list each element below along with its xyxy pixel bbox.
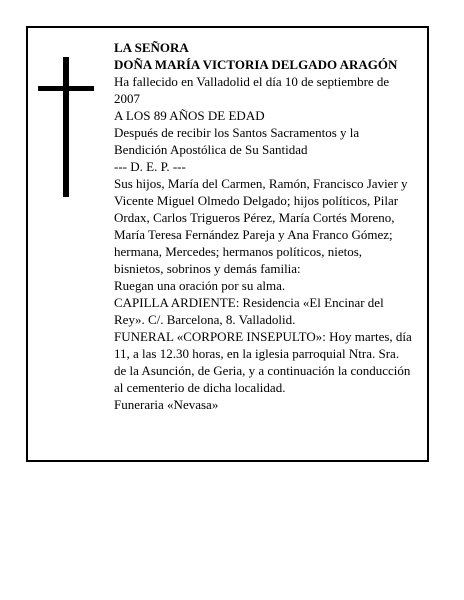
deceased-name: DOÑA MARÍA VICTORIA DELGADO ARAGÓN: [114, 57, 398, 72]
prayer-line: Ruegan una oración por su alma.: [114, 278, 286, 293]
death-statement: Ha fallecido en Valladolid el día 10 de septiembre de 2007: [114, 74, 390, 106]
cross-horizontal-bar: [38, 86, 94, 91]
rip-line: --- D. E. P. ---: [114, 159, 186, 174]
cross-vertical-bar: [63, 57, 69, 197]
sacraments-line: Después de recibir los Santos Sacramentos y la Bendición Apostólica de Su Santidad: [114, 125, 360, 157]
funeral-paragraph: FUNERAL «CORPORE INSEPULTO»: Hoy martes, día 11, a las 12.30 horas, en la iglesia parroquial Ntra. Sra. de la Asunción, de Geria, y a continuación la conducción al cementerio de dicha localidad.: [114, 329, 412, 395]
age-line: A LOS 89 AÑOS DE EDAD: [114, 108, 265, 123]
cross-icon: [38, 57, 94, 197]
title-line: LA SEÑORA: [114, 40, 189, 55]
family-paragraph: Sus hijos, María del Carmen, Ramón, Francisco Javier y Vicente Miguel Olmedo Delgado; hijos políticos, Pilar Ordax, Carlos Trigueros Pérez, María Cortés Moreno, María Teresa Fernández Pareja y Ana Franco Gómez; hermana, Mercedes; hermanos políticos, nietos, bisnietos, sobrinos y demás familia:: [114, 176, 408, 276]
funeral-home-line: Funeraria «Nevasa»: [114, 397, 219, 412]
chapel-paragraph: CAPILLA ARDIENTE: Residencia «El Encinar del Rey». C/. Barcelona, 8. Valladolid.: [114, 295, 384, 327]
obituary-text: [114, 39, 414, 413]
